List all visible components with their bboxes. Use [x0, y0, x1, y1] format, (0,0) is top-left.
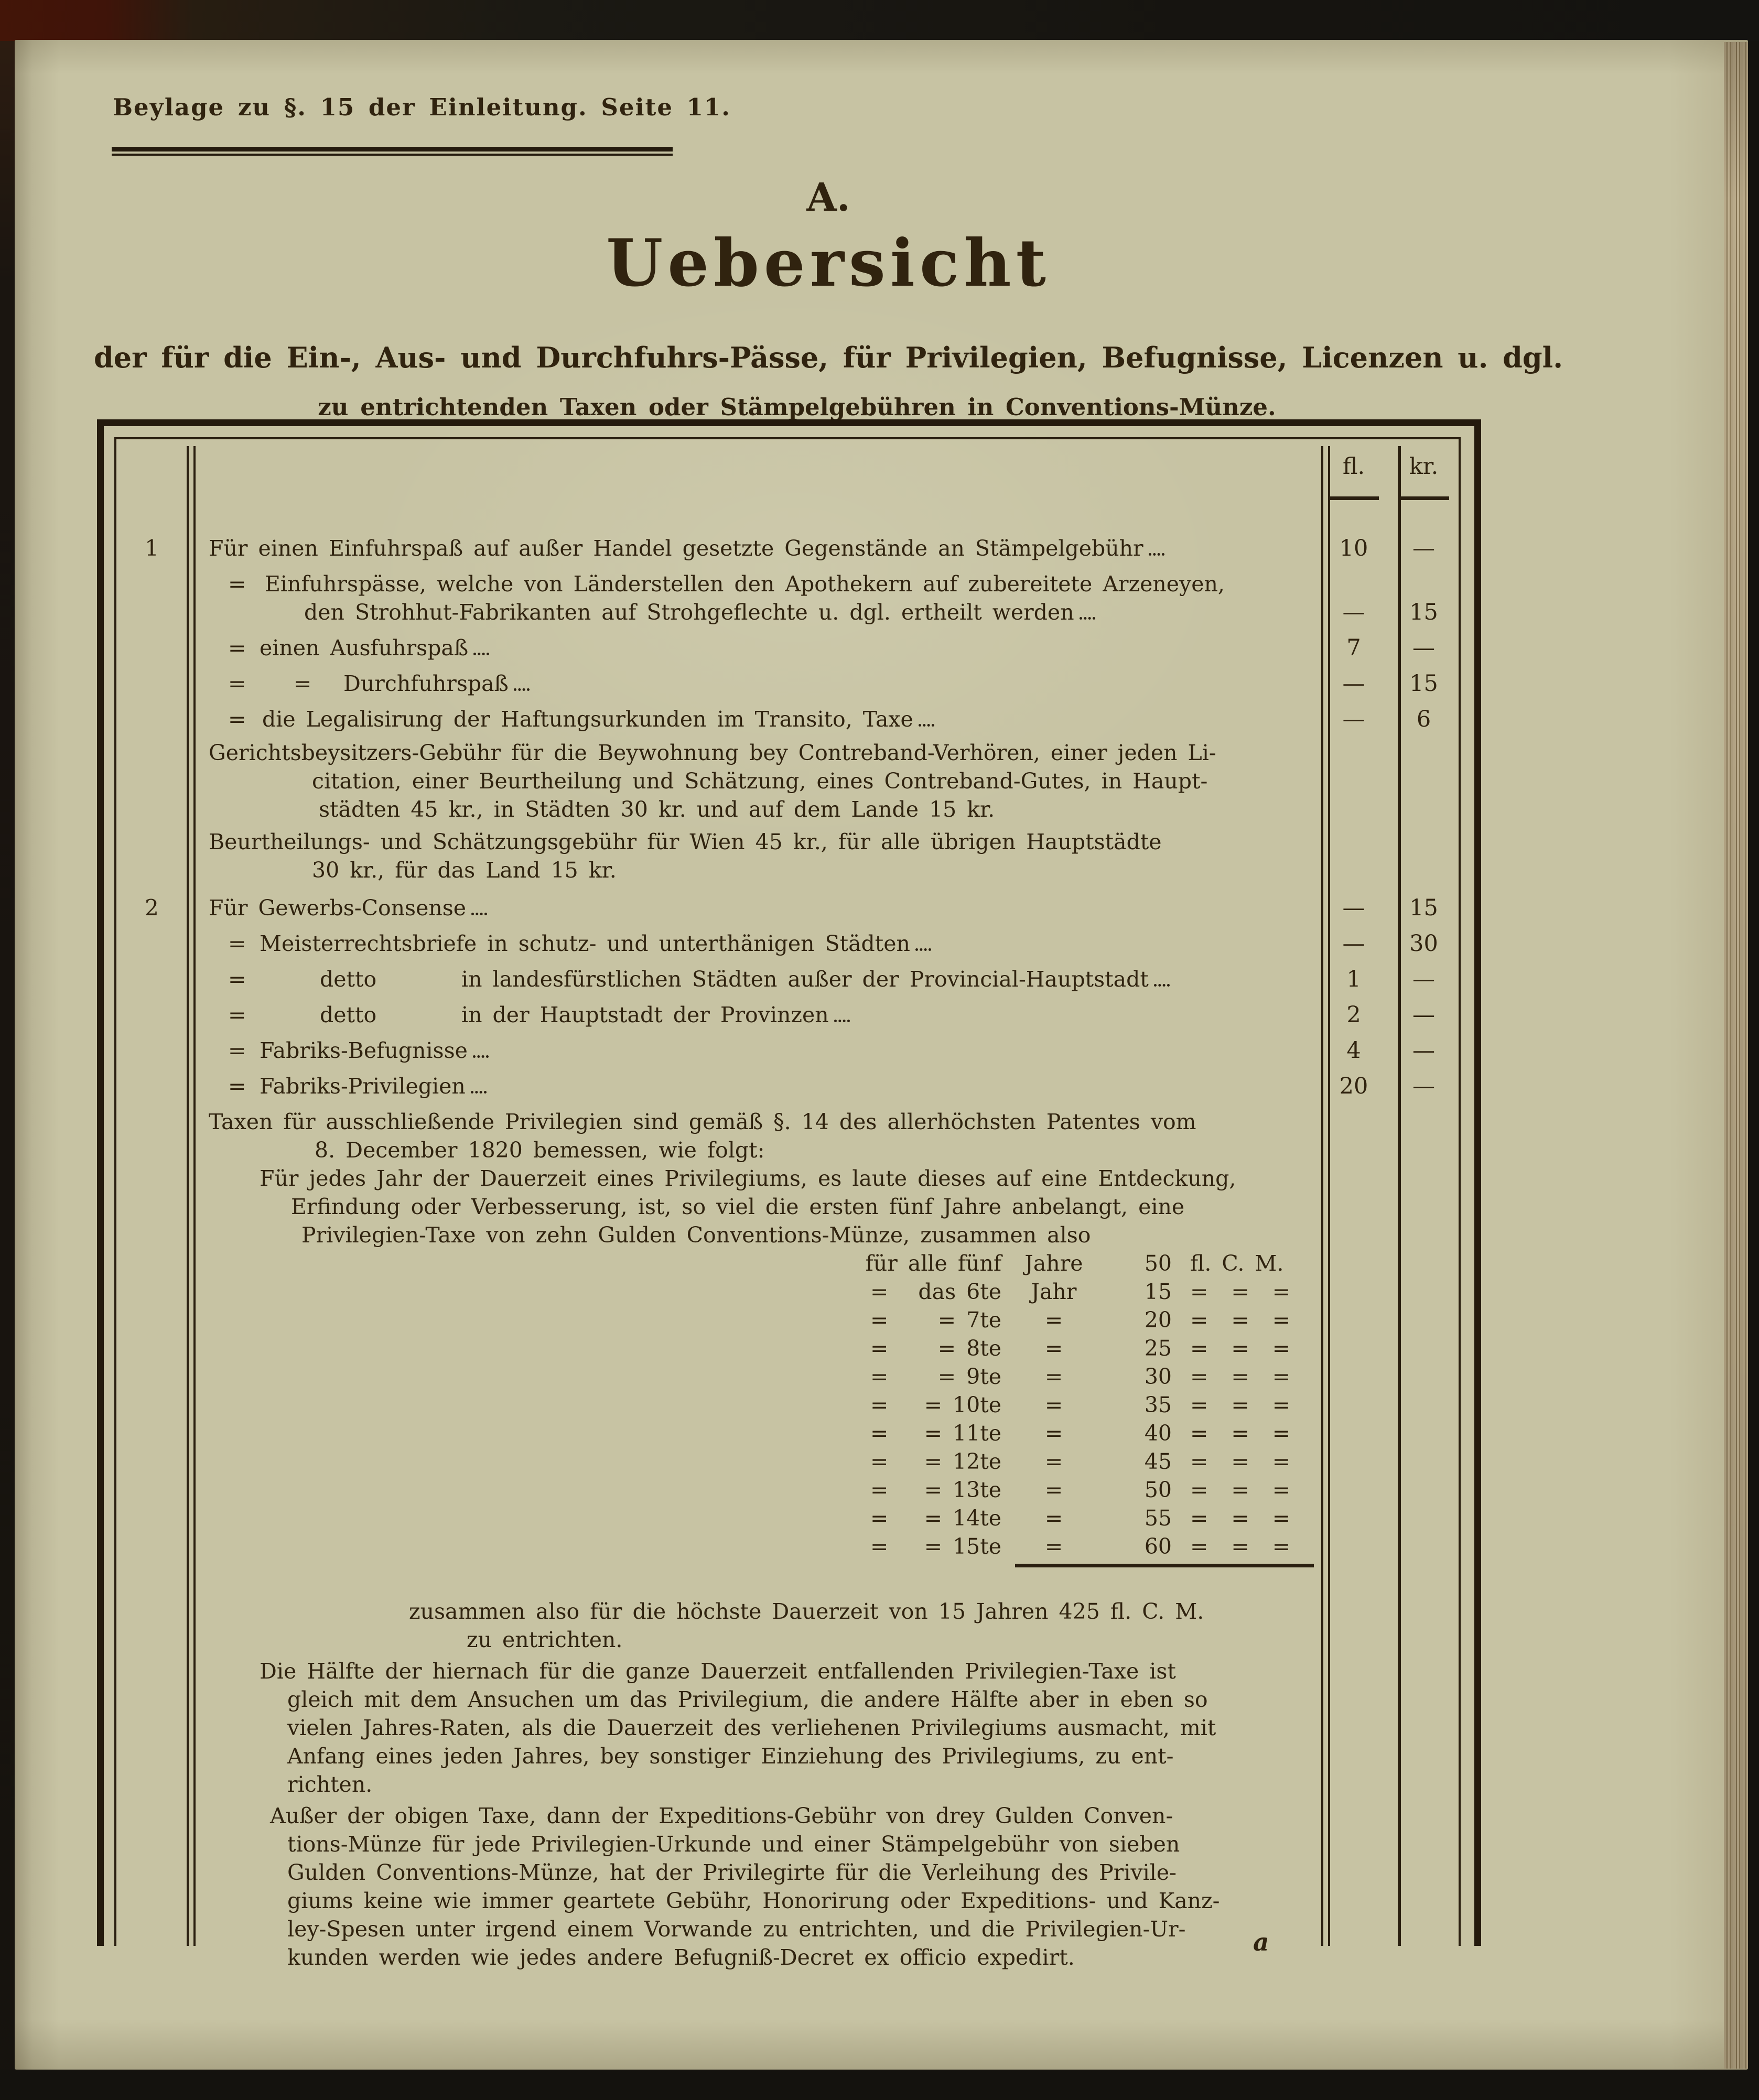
dotted-leader [1080, 617, 1095, 620]
text-line [199, 929, 1318, 958]
fl-value: — [1342, 670, 1365, 697]
text-segment: = [870, 1449, 889, 1474]
text-segment: Beurtheilungs- und Schätzungsgebühr für Wien 45 kr., für alle übrigen Hauptstädte [209, 829, 1162, 854]
dotted-leader [473, 1055, 489, 1058]
text-segment: = [294, 671, 312, 696]
text-line [199, 1714, 1318, 1742]
text-segment: fl. C. M. [1190, 1251, 1284, 1276]
kr-value: 15 [1409, 670, 1438, 697]
sum-rule [1015, 1564, 1314, 1567]
text-segment: Die Hälfte der hiernach für die ganze Dauerzeit entfallenden Privilegien-Taxe ist [260, 1659, 1176, 1684]
fl-column-header [1318, 440, 1389, 500]
kr-value: 6 [1416, 706, 1431, 732]
fee-row [117, 634, 1458, 662]
text-segment: Für jedes Jahr der Dauerzeit eines Privilegiums, es laute dieses auf eine Entdeckung, [260, 1166, 1236, 1191]
text-line [199, 1136, 1318, 1164]
item-number: 2 [145, 895, 159, 921]
text-line [199, 570, 1318, 598]
text-segment: Fabriks-Befugnisse [260, 1038, 468, 1063]
table-column-headers [117, 440, 1458, 518]
fl-value: 10 [1339, 535, 1368, 561]
text-segment: = 7te [937, 1307, 1001, 1333]
text-segment: = = = [1190, 1392, 1297, 1417]
text-line [199, 1564, 1318, 1592]
text-segment: zu entrichten. [467, 1627, 623, 1652]
text-segment: = 10te [924, 1392, 1001, 1417]
kr-value: — [1412, 535, 1435, 561]
fee-row [117, 1036, 1458, 1065]
text-segment: 55 [1144, 1506, 1172, 1531]
text-line [199, 1830, 1318, 1858]
text-segment: = 15te [924, 1534, 1001, 1559]
dotted-leader [915, 948, 931, 951]
text-line [199, 1108, 1318, 1136]
text-segment: für alle fünf [865, 1251, 1001, 1276]
text-segment: = [1044, 1421, 1063, 1446]
item-number [117, 965, 187, 966]
text-segment: Taxen für ausschließende Privilegien sind gemäß §. 14 des allerhöchsten Patentes vom [209, 1109, 1196, 1134]
item-number [117, 1036, 187, 1037]
text-segment: giums keine wie immer geartete Gebühr, Honorirung oder Expeditions- und Kanz- [287, 1888, 1220, 1913]
text-line [199, 1858, 1318, 1887]
item-number [117, 1802, 187, 1803]
text-line [199, 669, 1318, 698]
text-segment: Anfang eines jeden Jahres, bey sonstiger Einziehung des Privilegiums, zu ent- [287, 1744, 1174, 1769]
text-line [199, 1685, 1318, 1714]
fl-value: 4 [1346, 1037, 1361, 1064]
subtitle-line-2: zu entrichtenden Taxen oder Stämpelgebühren in Conventions-Münze. [318, 393, 1276, 421]
fee-row [117, 1657, 1458, 1799]
text-segment: zusammen also für die höchste Dauerzeit von 15 Jahren 425 fl. C. M. [409, 1599, 1204, 1624]
item-number [117, 1072, 187, 1073]
text-segment: = [228, 1002, 246, 1027]
text-segment: ley-Spesen unter irgend einem Vorwande zu entrichten, und die Privilegien-Ur- [287, 1917, 1186, 1942]
text-line [199, 1770, 1318, 1799]
text-segment: die Legalisirung der Haftungsurkunden im Transito, Taxe [262, 707, 913, 732]
text-segment: = [228, 571, 246, 597]
kr-value: — [1412, 1002, 1435, 1028]
text-segment: = [870, 1477, 889, 1502]
fl-value: — [1342, 599, 1365, 625]
text-segment: Für einen Einfuhrspaß auf außer Handel gesetzte Gegenstände an Stämpelgebühr [209, 536, 1143, 561]
text-segment: 20 [1144, 1307, 1172, 1333]
text-segment: Außer der obigen Taxe, dann der Expeditions-Gebühr von drey Gulden Conven- [270, 1803, 1173, 1828]
section-letter: A. [806, 175, 850, 220]
item-number [117, 570, 187, 571]
kr-value: 30 [1409, 930, 1438, 957]
text-segment: 15 [1144, 1279, 1172, 1304]
item-number [117, 1001, 187, 1002]
text-segment: = = = [1190, 1279, 1297, 1304]
text-segment: den Strohhut-Fabrikanten auf Strohgeflechte u. dgl. ertheilt werden [304, 600, 1074, 625]
text-segment: Gerichtsbeysitzers-Gebühr für die Beywohnung bey Contreband-Verhören, einer jeden Li- [209, 740, 1216, 765]
text-segment: = = = [1190, 1534, 1297, 1559]
text-segment: = = = [1190, 1449, 1297, 1474]
text-segment: = [1044, 1392, 1063, 1417]
text-segment: = = = [1190, 1336, 1297, 1361]
dotted-leader [471, 913, 487, 915]
text-segment: = [1044, 1477, 1063, 1502]
item-number [117, 1108, 187, 1109]
text-segment: = 12te [924, 1449, 1001, 1474]
text-segment: = [870, 1336, 889, 1361]
text-line [199, 1001, 1318, 1029]
fee-row [117, 1001, 1458, 1029]
text-line [199, 1597, 1318, 1626]
text-segment: = [870, 1364, 889, 1389]
text-line [199, 1532, 1318, 1561]
fl-value: 20 [1339, 1073, 1368, 1099]
fee-row [117, 1564, 1458, 1592]
fl-value: 1 [1346, 966, 1361, 992]
kr-value: — [1412, 1073, 1435, 1099]
text-line [199, 1072, 1318, 1100]
text-segment: = [870, 1392, 889, 1417]
dotted-leader [514, 688, 530, 691]
text-line [199, 1278, 1318, 1306]
text-segment: Jahr [1031, 1279, 1077, 1304]
kr-value: — [1412, 1037, 1435, 1064]
kr-value: 15 [1409, 895, 1438, 921]
text-segment: = = = [1190, 1364, 1297, 1389]
fee-row [117, 929, 1458, 958]
kr-value: 15 [1409, 599, 1438, 625]
item-number [117, 828, 187, 829]
scan-background-left [0, 41, 15, 2070]
text-segment: = [1044, 1449, 1063, 1474]
fee-row [117, 739, 1458, 824]
item-number [117, 669, 187, 670]
dotted-leader [919, 724, 934, 727]
header-rule [112, 147, 673, 156]
text-segment: = [228, 707, 246, 732]
item-number [117, 1597, 187, 1598]
text-line [199, 965, 1318, 993]
text-line [199, 1447, 1318, 1476]
text-segment: detto [320, 1002, 377, 1027]
dotted-leader [1154, 984, 1170, 987]
kr-column-label: kr. [1409, 453, 1439, 480]
text-segment: = = = [1190, 1477, 1297, 1502]
text-segment: citation, einer Beurtheilung und Schätzung, eines Contreband-Gutes, in Haupt- [312, 768, 1208, 794]
text-segment: in der Hauptstadt der Provinzen [461, 1002, 829, 1027]
text-segment: städten 45 kr., in Städten 30 kr. und auf dem Lande 15 kr. [319, 797, 995, 822]
text-segment: richten. [287, 1772, 373, 1797]
text-segment: = [228, 635, 246, 661]
text-line [199, 1657, 1318, 1685]
text-segment: = [228, 1074, 246, 1099]
text-segment: = = = [1190, 1307, 1297, 1333]
text-segment: = [1044, 1506, 1063, 1531]
kr-value: — [1412, 966, 1435, 992]
fee-row [117, 669, 1458, 698]
text-line [199, 1476, 1318, 1504]
text-line [199, 795, 1318, 824]
text-segment: = = = [1190, 1421, 1297, 1446]
text-line [199, 1164, 1318, 1193]
item-number [117, 1657, 187, 1658]
text-segment: Für Gewerbs-Consense [209, 895, 467, 921]
text-line [199, 894, 1318, 922]
fee-row [117, 894, 1458, 922]
text-segment: Jahre [1024, 1251, 1083, 1276]
text-line [199, 828, 1318, 856]
fee-row [117, 570, 1458, 626]
text-segment: = [1044, 1364, 1063, 1389]
text-segment: = 13te [924, 1477, 1001, 1502]
fee-row [117, 1164, 1458, 1249]
fl-value: — [1342, 895, 1365, 921]
text-segment: = [870, 1421, 889, 1446]
text-line [199, 1626, 1318, 1654]
kr-column-dash [1399, 496, 1449, 500]
kr-column-header [1389, 440, 1458, 500]
text-segment: 60 [1144, 1534, 1172, 1559]
text-line [199, 1802, 1318, 1830]
fee-row [117, 828, 1458, 884]
fl-value: — [1342, 706, 1365, 732]
text-segment: = [870, 1279, 889, 1304]
text-line [199, 705, 1318, 733]
fee-row [117, 1597, 1458, 1654]
item-number [117, 1249, 187, 1250]
text-segment: = [228, 967, 246, 992]
text-line [199, 767, 1318, 795]
text-segment: = [228, 931, 246, 956]
text-line [199, 1306, 1318, 1334]
text-segment: Gulden Conventions-Münze, hat der Privilegirte für die Verleihung des Privile- [287, 1860, 1177, 1885]
text-line [199, 739, 1318, 767]
text-line [199, 1036, 1318, 1065]
text-line [199, 1887, 1318, 1915]
signature-mark: a [1253, 1928, 1269, 1957]
text-segment: 30 kr., für das Land 15 kr. [312, 858, 617, 883]
text-line [199, 634, 1318, 662]
text-segment: in landesfürstlichen Städten außer der Provincial-Hauptstadt [461, 967, 1149, 992]
text-line [199, 1391, 1318, 1419]
text-segment: detto [320, 967, 377, 992]
item-number: 1 [145, 535, 159, 561]
text-segment: = [870, 1307, 889, 1333]
text-segment: tions-Münze für jede Privilegien-Urkunde und einer Stämpelgebühr von sieben [287, 1832, 1180, 1857]
text-segment: = 9te [937, 1364, 1001, 1389]
text-line [199, 1742, 1318, 1770]
text-line [199, 1193, 1318, 1221]
book-binding-top [0, 0, 1759, 41]
text-segment: 35 [1144, 1392, 1172, 1417]
fee-row [117, 534, 1458, 562]
text-segment: 25 [1144, 1336, 1172, 1361]
text-segment: 8. December 1820 bemessen, wie folgt: [315, 1138, 765, 1163]
text-segment: = [1044, 1336, 1063, 1361]
text-segment: Erfindung oder Verbesserung, ist, so viel die ersten fünf Jahre anbelangt, eine [291, 1194, 1185, 1219]
fl-value: — [1342, 930, 1365, 957]
dotted-leader [473, 653, 489, 655]
text-segment: 30 [1144, 1364, 1172, 1389]
text-line [199, 1419, 1318, 1447]
page-edge-stack [1724, 42, 1748, 2069]
text-line [199, 534, 1318, 562]
text-segment: 50 [1144, 1251, 1172, 1276]
text-line [199, 1221, 1318, 1249]
fl-column-label: fl. [1342, 453, 1365, 480]
text-segment: = [870, 1506, 889, 1531]
text-segment: = [1044, 1307, 1063, 1333]
fee-row [117, 1108, 1458, 1164]
text-segment: = [228, 671, 246, 696]
text-segment: vielen Jahres-Raten, als die Dauerzeit des verliehenen Privilegiums ausmacht, mit [287, 1715, 1216, 1740]
text-line [199, 856, 1318, 884]
page-title: Uebersicht [606, 225, 1051, 301]
text-line [199, 1362, 1318, 1391]
text-segment: Meisterrechtsbriefe in schutz- und unterthänigen Städten [260, 931, 910, 956]
text-segment: = 14te [924, 1506, 1001, 1531]
item-number [117, 1164, 187, 1165]
subtitle-line-1: der für die Ein-, Aus- und Durchfuhrs-Pässe, für Privilegien, Befugnisse, Licenzen u. dgl. [93, 341, 1563, 374]
kr-value: — [1412, 635, 1435, 661]
text-segment: gleich mit dem Ansuchen um das Privilegium, die andere Hälfte aber in eben so [287, 1687, 1208, 1712]
item-number [117, 1564, 187, 1565]
text-segment: Durchfuhrspaß [343, 671, 509, 696]
text-segment: = 8te [937, 1336, 1001, 1361]
text-segment: = 11te [924, 1421, 1001, 1446]
fee-row [117, 1072, 1458, 1100]
text-segment: 50 [1144, 1477, 1172, 1502]
text-segment: = = = [1190, 1506, 1297, 1531]
item-number [117, 634, 187, 635]
text-segment: Einfuhrspässe, welche von Länderstellen den Apothekern auf zubereitete Arzeneyen, [265, 571, 1225, 597]
number-column-header [117, 440, 187, 441]
fee-table [97, 419, 1481, 1970]
dotted-leader [471, 1091, 487, 1094]
fl-column-dash [1329, 496, 1379, 500]
text-segment: = [1044, 1534, 1063, 1559]
text-line [199, 1943, 1318, 1972]
text-line [199, 1334, 1318, 1362]
text-line [199, 1504, 1318, 1532]
header-note: Beylage zu §. 15 der Einleitung. Seite 11. [113, 93, 731, 121]
text-line [199, 1915, 1318, 1943]
item-number [117, 705, 187, 706]
fl-value: 2 [1346, 1002, 1361, 1028]
text-segment: 45 [1144, 1449, 1172, 1474]
text-line [199, 598, 1318, 626]
item-number [117, 929, 187, 930]
text-segment: 40 [1144, 1421, 1172, 1446]
item-number [117, 739, 187, 740]
text-segment: Fabriks-Privilegien [260, 1074, 466, 1099]
fl-value: 7 [1346, 635, 1361, 661]
text-segment: = [870, 1534, 889, 1559]
dotted-leader [834, 1020, 850, 1022]
text-segment: das 6te [918, 1279, 1001, 1304]
text-segment: = [228, 1038, 246, 1063]
text-segment: Privilegien-Taxe von zehn Gulden Conventions-Münze, zusammen also [301, 1222, 1091, 1248]
dotted-leader [1149, 553, 1164, 556]
text-line [199, 1249, 1318, 1278]
fee-row [117, 1249, 1458, 1561]
fee-row [117, 705, 1458, 733]
text-segment: einen Ausfuhrspaß [260, 635, 469, 661]
fee-table-body [117, 440, 1458, 1970]
fee-row [117, 965, 1458, 993]
text-segment: kunden werden wie jedes andere Befugniß-Decret ex officio expedirt. [287, 1945, 1075, 1970]
